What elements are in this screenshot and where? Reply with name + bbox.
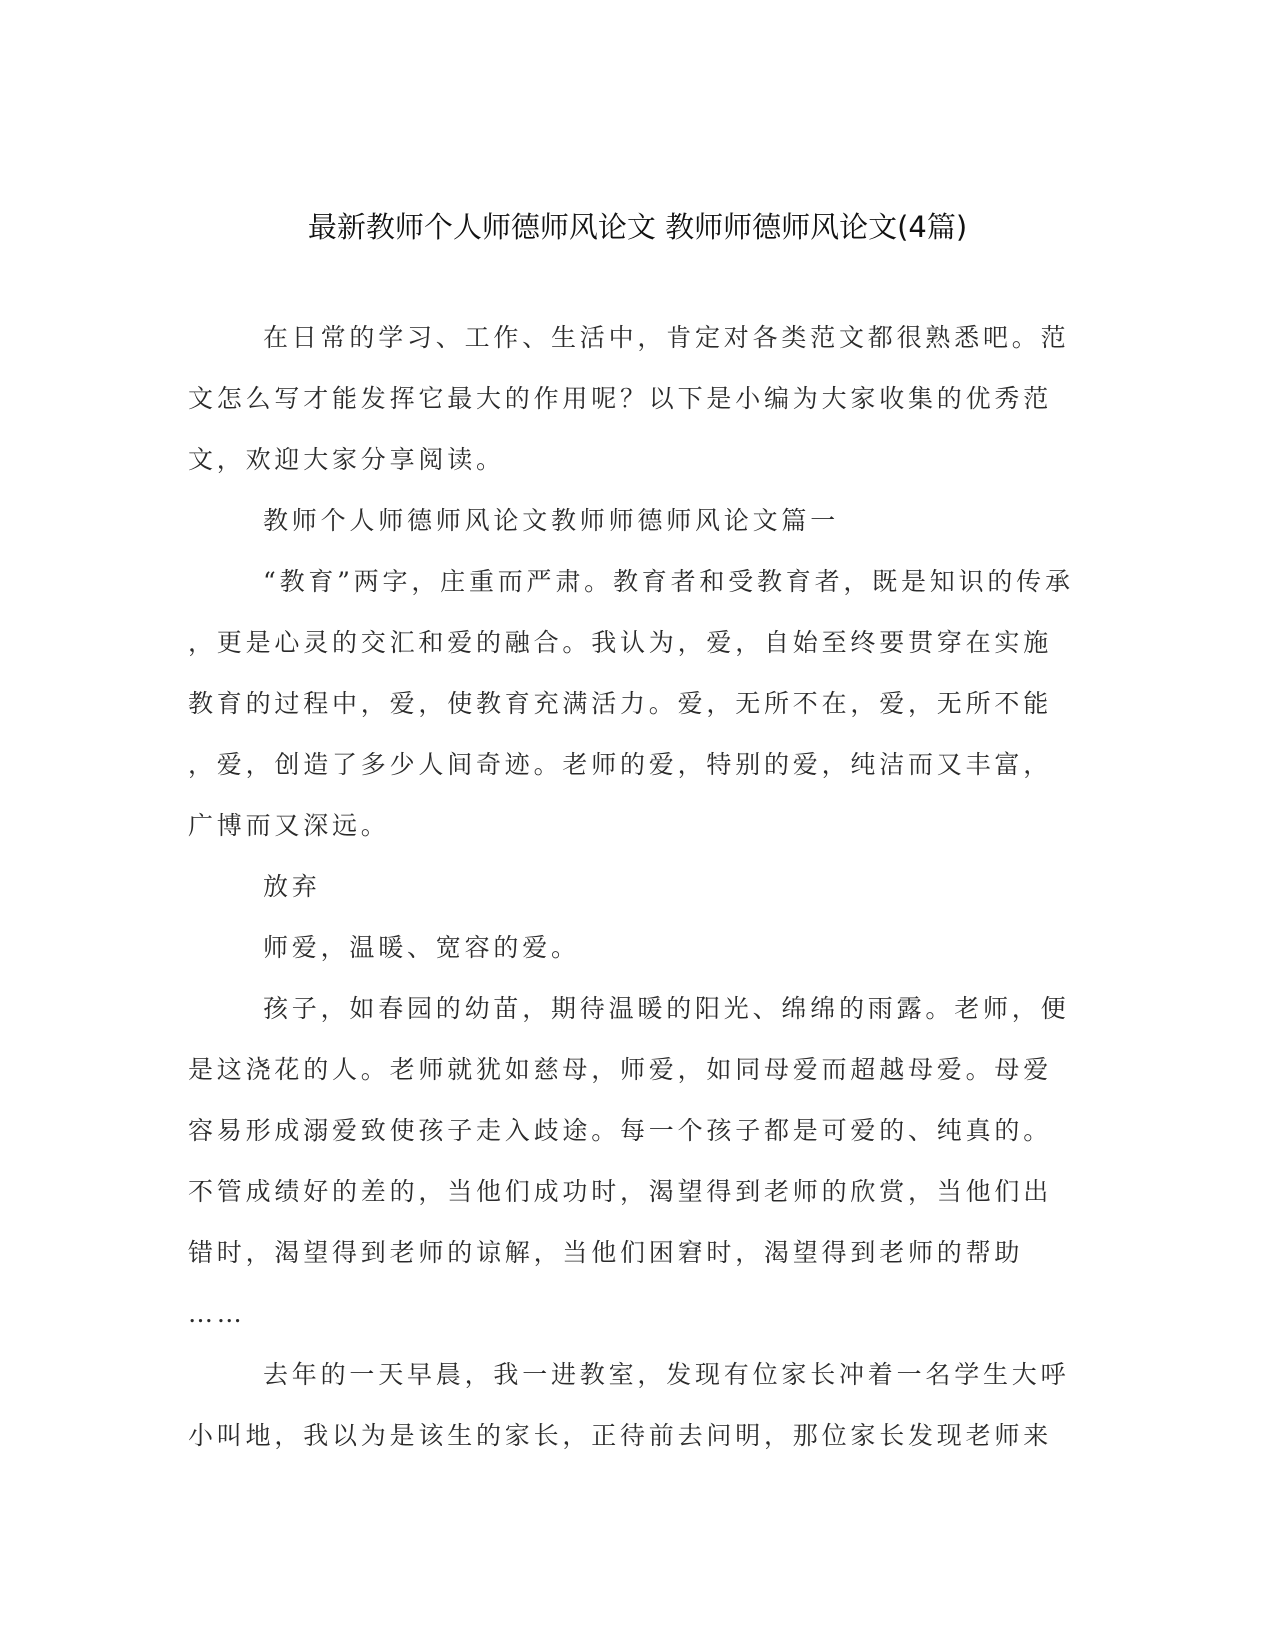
document-title: 最新教师个人师德师风论文 教师师德师风论文(4篇)	[307, 210, 968, 244]
paragraph-intro: 在日常的学习、工作、生活中，肯定对各类范文都很熟悉吧。范 文怎么写才能发挥它最大的作用呢？以下是小编为大家收集的优秀范 文，欢迎大家分享阅读。	[188, 323, 1070, 474]
document-body	[188, 307, 1088, 1466]
paragraph-short-2: 师爱，温暖、宽容的爱。	[263, 933, 580, 962]
paragraph-education: “教育”两字，庄重而严肃。教育者和受教育者，既是知识的传承 ，更是心灵的交汇和爱的融合。我认为，爱，自始至终要贯穿在实施 教育的过程中，爱，使教育充满活力。爱，无所不在，爱，无所不能 ，爱，创造了多少人间奇迹。老师的爱，特别的爱，纯洁而又丰富， 广博而又深远。	[188, 567, 1074, 840]
paragraph-short-1: 放弃	[263, 872, 321, 901]
paragraph-children: 孩子，如春园的幼苗，期待温暖的阳光、绵绵的雨露。老师，便 是这浇花的人。老师就犹如慈母，师爱，如同母爱而超越母爱。母爱 容易形成溺爱致使孩子走入歧途。每一个孩子都是可爱的、纯真的。 不管成绩好的差的，当他们成功时，渴望得到老师的欣赏，当他们出 错时，渴望得到老师的谅解，当他们困窘时，渴望得到老师的帮助 ……	[188, 994, 1070, 1328]
paragraph-story: 去年的一天早晨，我一进教室，发现有位家长冲着一名学生大呼 小叫地，我以为是该生的家长，正待前去问明，那位家长发现老师来	[188, 1360, 1070, 1450]
section-heading: 教师个人师德师风论文教师师德师风论文篇一	[263, 506, 840, 535]
